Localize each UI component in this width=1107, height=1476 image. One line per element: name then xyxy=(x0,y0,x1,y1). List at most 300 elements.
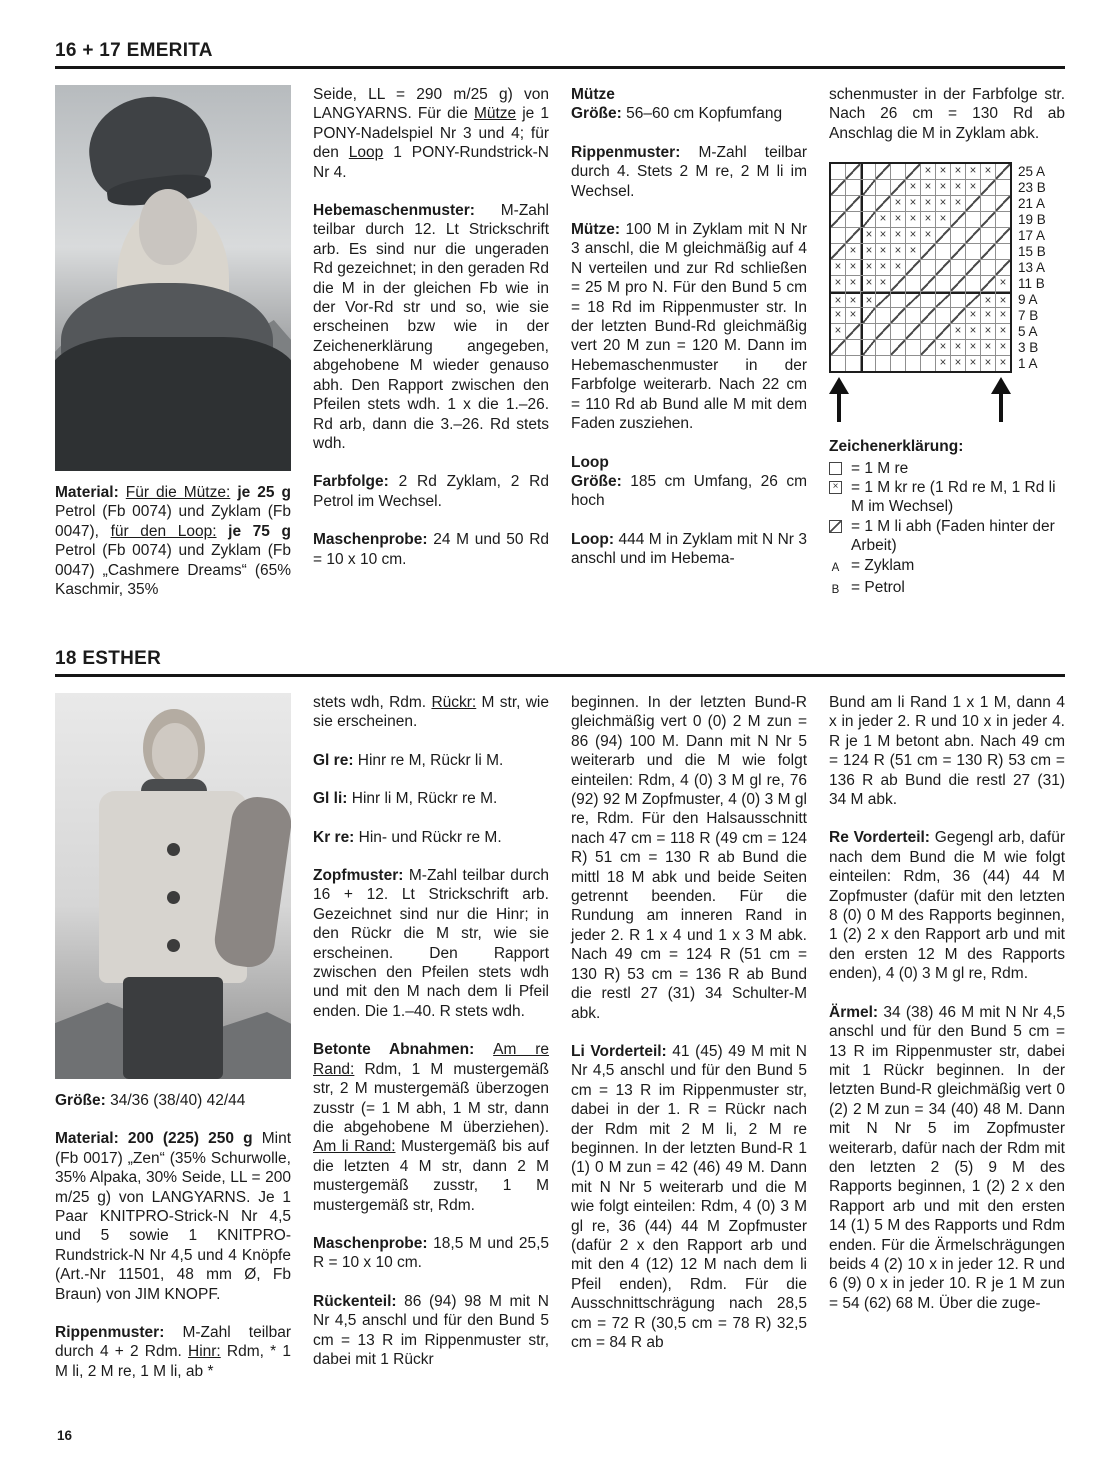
text-segment: Rückr: xyxy=(431,694,477,711)
chart-cell-cross: × xyxy=(876,276,890,291)
chart-cell-knit xyxy=(936,244,950,259)
paragraph xyxy=(829,828,1065,983)
chart-cell-slip xyxy=(906,164,920,179)
chart-cell-cross: × xyxy=(831,260,845,275)
text-segment: für den Loop: xyxy=(110,522,217,540)
chart-cell-slip xyxy=(966,228,980,243)
chart-cell-cross: × xyxy=(906,244,920,259)
chart-cell-slip xyxy=(846,164,860,179)
legend-title: Zeichenerklärung: xyxy=(829,438,964,456)
chart-cell-slip xyxy=(981,244,995,259)
text-segment: Rdm, * 1 M li, 2 M re, 1 M li, ab * xyxy=(55,1343,291,1380)
esther-col-2 xyxy=(313,693,549,1400)
text-segment: Loop xyxy=(348,144,384,162)
section-header-esther xyxy=(55,648,1065,677)
paragraph xyxy=(571,104,807,123)
text-segment: M-Zahl teilbar durch 4. Stets 2 M re, 2 M li im Wechsel. xyxy=(571,143,807,200)
paragraph xyxy=(571,530,807,569)
text-segment: 34/36 (38/40) 42/44 xyxy=(110,1092,246,1109)
chart-cell-knit xyxy=(966,244,980,259)
chart-cell-cross: × xyxy=(831,276,845,291)
chart-cell-cross: × xyxy=(981,292,995,307)
chart-row-label: 11 B xyxy=(1018,276,1045,292)
arrow-stem xyxy=(999,394,1003,422)
chart-row-label: 7 B xyxy=(1018,308,1039,324)
text-segment: 100 M in Zyklam mit N Nr 3 anschl, die M gleichmäßig auf 4 N verteilen und zur Rd schließen = 25 M pro N. Für den Bund 5 cm = 18 Rd im Rippenmuster str. In der letzten Bund-Rd gleichmäßig vert 20 M zun = 120 M. Dann im Hebemaschenmuster in der Farbfolge weiterarb. Nach 22 cm = 110 Rd ab Bund alle M mit dem Faden zusziehen. xyxy=(571,221,807,433)
chart-cell-slip xyxy=(921,276,935,291)
emerita-col-2 xyxy=(313,85,549,618)
chart-cell-cross: × xyxy=(966,180,980,195)
text-segment: 444 M in Zyklam mit N Nr 3 anschl und im Hebema- xyxy=(571,530,807,568)
legend-item xyxy=(829,459,1065,478)
chart-cell-knit xyxy=(831,164,845,179)
text-segment: M-Zahl teilbar durch 16 + 12. Lt Strickschrift arb. Gezeichnet sind nur die Hinr; in den Rückr die M str, wie sie erscheinen. Den Rapport zwischen den Pfeilen stets wdh und mit den M nach dem li Pfeil enden. Die 1.–40. R stets wdh. xyxy=(313,867,550,1020)
chart-cell-cross: × xyxy=(906,228,920,243)
chart-cell-knit xyxy=(951,228,965,243)
chart-cell-cross: × xyxy=(966,340,980,355)
esther-col1-text xyxy=(55,1091,291,1381)
legend-symbol-diag-icon xyxy=(829,517,851,533)
chart-cell-knit xyxy=(966,212,980,227)
chart-cell-slip xyxy=(861,308,875,323)
chart-cell-slip xyxy=(966,260,980,275)
section-esther xyxy=(55,648,1065,1400)
chart-cell-cross: × xyxy=(861,276,875,291)
text-segment: Material: 200 (225) 250 g xyxy=(55,1130,253,1148)
chart-row-label: 15 B xyxy=(1018,244,1046,260)
text-segment: Rückenteil: xyxy=(313,1292,405,1310)
chart-cell-cross: × xyxy=(846,292,860,307)
chart-cell-slip xyxy=(981,276,995,291)
text-segment: 185 cm Umfang, 26 cm hoch xyxy=(571,472,807,510)
chart-cell-cross: × xyxy=(951,196,965,211)
paragraph xyxy=(571,143,807,201)
chart-cell-cross: × xyxy=(936,164,950,179)
legend-item xyxy=(829,478,1065,517)
chart-cell-slip xyxy=(861,212,875,227)
chart-cell-cross: × xyxy=(921,164,935,179)
emerita-col-1 xyxy=(55,85,291,618)
chart-cell-knit xyxy=(876,340,890,355)
chart-cell-knit xyxy=(831,196,845,211)
chart-cell-slip xyxy=(936,260,950,275)
chart-cell-knit xyxy=(936,276,950,291)
page-number: 16 xyxy=(57,1428,73,1443)
photo-face-shape xyxy=(139,189,197,265)
text-segment: 86 (94) 98 M mit N Nr 4,5 anschl und für den Bund 5 cm = 13 R im Rippenmuster str, dabei mit 1 Rückr xyxy=(313,1292,549,1368)
legend-item xyxy=(829,578,1065,600)
chart-cell-slip xyxy=(951,276,965,291)
chart-cell-cross: × xyxy=(876,212,890,227)
legend-item-text: = 1 M li abh (Faden hinter der Arbeit) xyxy=(851,517,1055,555)
chart-cell-knit xyxy=(906,356,920,371)
paragraph xyxy=(313,1292,549,1370)
chart-cell-cross: × xyxy=(981,308,995,323)
chart-cell-cross: × xyxy=(906,196,920,211)
chart-cell-cross: × xyxy=(936,212,950,227)
photo-button-shape xyxy=(167,891,180,904)
chart-cell-slip xyxy=(861,340,875,355)
chart-row-label: 5 A xyxy=(1018,324,1038,340)
chart-cell-cross: × xyxy=(906,212,920,227)
text-segment: 2 Rd Zyklam, 2 Rd Petrol im Wechsel. xyxy=(313,473,549,510)
chart-cell-knit xyxy=(876,308,890,323)
legend-letter: B xyxy=(831,583,840,596)
empty-square-icon xyxy=(829,462,842,475)
paragraph xyxy=(55,1091,291,1110)
chart-cell-knit xyxy=(831,228,845,243)
esther-columns xyxy=(55,693,1065,1400)
chart-row-label: 9 A xyxy=(1018,292,1038,308)
chart-cell-knit xyxy=(966,276,980,291)
photo-sweater-shape xyxy=(55,337,291,471)
emerita-columns xyxy=(55,85,1065,618)
text-segment: Hinr li M, Rückr re M. xyxy=(351,790,498,808)
chart-cell-cross: × xyxy=(951,356,965,371)
chart-cell-knit xyxy=(981,228,995,243)
chart-cell-cross: × xyxy=(966,356,980,371)
chart-cell-cross: × xyxy=(951,324,965,339)
chart-row-label: 21 A xyxy=(1018,196,1046,212)
legend-letter: A xyxy=(831,561,840,574)
chart-cell-cross: × xyxy=(936,340,950,355)
emerita-col4-text xyxy=(829,85,1065,143)
chart-cell-cross: × xyxy=(831,292,845,307)
text-segment: Loop: xyxy=(571,530,619,548)
text-segment: 34 (38) 46 M mit N Nr 4,5 anschl und für den Bund 5 cm = 13 R im Rippenmuster str, dabei mit 1 Rückr beginnen. In der letzten Bund-R gleichmäßig vert 0 (2) 2 M zun = 34 (40) 48 M. Dann mit N Nr 5 im Zopfmuster weiterarb, dafür nach der Rdm mit den letzten 2 (5) 9 M des Rapports beginnen, 1 (2) 2 x den Rapport arb und mit den ersten 14 (1) 5 M des Rapports und Rdm enden. Für die Ärmelschrägungen beids 4 (2) 10 x in jeder 12. R und 6 (9) 0 x in jeder 10. R je 1 M zun = 54 (62) 68 M. Über die zuge- xyxy=(829,1003,1066,1312)
paragraph xyxy=(829,1003,1065,1314)
chart-cell-slip xyxy=(831,340,845,355)
chart-cell-knit xyxy=(951,292,965,307)
text-segment: je 25 g xyxy=(237,484,291,501)
chart-cell-knit xyxy=(846,340,860,355)
text-segment: Mint (Fb 0017) „Zen“ (35% Schurwolle, 35% Alpaka, 30% Seide, LL = 200 m/25 g) von LANGYARNS. Je 1 Paar KNITPRO-Strick-N Nr 4,5 und 5 sowie 1 KNITPRO-Rundstrick-N Nr 4,5 und 4 Knöpfe (Art.-Nr 11501, 48 mm Ø, Fb Braun) von JIM KNOPF. xyxy=(55,1130,291,1303)
chart-cell-knit xyxy=(921,260,935,275)
legend-item-text: = 1 M kr re (1 Rd re M, 1 Rd li M im Wechsel) xyxy=(851,479,1056,516)
chart-cell-cross: × xyxy=(891,212,905,227)
paragraph xyxy=(571,1042,807,1353)
chart-cell-cross: × xyxy=(996,340,1010,355)
chart-cell-slip xyxy=(876,292,890,307)
chart-cell-knit xyxy=(891,164,905,179)
text-segment: M-Zahl teilbar durch 4 + 2 Rdm. xyxy=(55,1324,291,1361)
arrow-head xyxy=(829,377,849,394)
chart-cell-slip xyxy=(846,324,860,339)
text-segment: Kr re: xyxy=(313,828,359,846)
chart-cell-slip xyxy=(906,260,920,275)
chart-cell-cross: × xyxy=(921,180,935,195)
paragraph xyxy=(313,789,549,808)
chart-cell-slip xyxy=(831,244,845,259)
chart-cell-knit xyxy=(996,244,1010,259)
text-segment: schenmuster in der Farbfolge str. Nach 26 cm = 130 Rd ab Anschlag die M in Zyklam abk. xyxy=(829,86,1065,142)
text-segment: Für die Mütze: xyxy=(125,484,231,501)
chart-cell-slip xyxy=(846,196,860,211)
chart-cell-knit xyxy=(981,260,995,275)
text-segment: Betonte Abnahmen: xyxy=(313,1041,494,1059)
paragraph xyxy=(829,85,1065,143)
arrow-head xyxy=(991,377,1011,394)
photo-face-shape xyxy=(152,723,198,781)
text-segment: Li Vorderteil: xyxy=(571,1042,673,1060)
chart-cell-slip xyxy=(936,228,950,243)
paragraph xyxy=(313,1040,549,1215)
chart-cell-cross: × xyxy=(906,180,920,195)
text-segment: 56–60 cm Kopfumfang xyxy=(626,105,783,123)
diag-square-icon xyxy=(829,520,842,533)
chart-cell-slip xyxy=(966,196,980,211)
chart-cell-slip xyxy=(921,340,935,355)
legend-symbol-empty-icon xyxy=(829,459,851,475)
text-segment: Am re Rand: xyxy=(313,1041,550,1078)
legend-letter-b xyxy=(829,578,851,600)
chart-cell-cross: × xyxy=(846,308,860,323)
photo-pants-shape xyxy=(123,977,223,1079)
chart-row-label: 19 B xyxy=(1018,212,1046,228)
paragraph xyxy=(313,866,549,1021)
chart-cell-cross: × xyxy=(921,228,935,243)
legend-item-text: = Zyklam xyxy=(851,556,915,574)
chart-cell-slip xyxy=(831,212,845,227)
chart-row-label: 13 A xyxy=(1018,260,1046,276)
chart-cell-knit xyxy=(921,356,935,371)
chart-cell-cross: × xyxy=(861,228,875,243)
chart-cell-cross: × xyxy=(966,164,980,179)
text-segment: Seide, LL = 290 m/25 g) von LANGYARNS. Für die xyxy=(313,86,549,123)
chart-cell-slip xyxy=(996,164,1010,179)
chart-cell-knit xyxy=(891,356,905,371)
chart-cell-slip xyxy=(996,228,1010,243)
chart-cell-slip xyxy=(891,180,905,195)
chart-cell-cross: × xyxy=(846,260,860,275)
chart-cell-knit xyxy=(831,356,845,371)
chart-cell-cross: × xyxy=(996,308,1010,323)
chart-cell-cross: × xyxy=(876,228,890,243)
chart-legend xyxy=(829,437,1065,599)
text-segment: Hinr re M, Rückr li M. xyxy=(357,751,504,769)
text-segment: Mütze: xyxy=(571,221,626,239)
legend-item-text: = Petrol xyxy=(851,578,905,596)
chart-cell-knit xyxy=(921,324,935,339)
esther-col-1 xyxy=(55,693,291,1400)
rapport-arrows xyxy=(829,373,1016,427)
chart-cell-slip xyxy=(951,308,965,323)
chart-cell-cross: × xyxy=(876,260,890,275)
paragraph xyxy=(313,201,549,453)
text-segment: Ärmel: xyxy=(829,1003,884,1021)
legend-letter-a xyxy=(829,556,851,578)
chart-row-label: 25 A xyxy=(1018,164,1046,180)
text-segment: Maschenprobe: xyxy=(313,531,434,549)
text-segment: Petrol (Fb 0074) und Zyklam (Fb 0047) „Cashmere Dreams“ (65% Kaschmir, 35% xyxy=(55,542,291,599)
section-emerita xyxy=(55,40,1065,618)
text-segment: Maschenprobe: xyxy=(313,1234,434,1252)
chart-cell-slip xyxy=(861,180,875,195)
photo-button-shape xyxy=(167,939,180,952)
chart-cell-slip xyxy=(876,164,890,179)
chart-cell-slip xyxy=(891,308,905,323)
chart-cell-cross: × xyxy=(966,324,980,339)
chart-cell-cross: × xyxy=(981,356,995,371)
text-segment: je 1 PONY-Nadelspiel Nr 3 und 4; für den xyxy=(313,105,549,162)
chart-cell-knit xyxy=(846,356,860,371)
legend-items xyxy=(829,459,1065,600)
chart-cell-slip xyxy=(876,324,890,339)
text-segment: je 75 g xyxy=(228,522,291,540)
emerita-photo xyxy=(55,85,291,471)
text-segment: Rippenmuster: xyxy=(55,1324,183,1342)
chart-cell-knit xyxy=(876,180,890,195)
text-segment: Mütze xyxy=(473,105,517,123)
chart-cell-cross: × xyxy=(951,180,965,195)
paragraph xyxy=(55,1323,291,1381)
paragraph xyxy=(313,530,549,569)
text-segment: 1 PONY-Rundstrick-N Nr 4. xyxy=(313,144,549,181)
paragraph xyxy=(313,751,549,770)
chart-cell-cross: × xyxy=(921,196,935,211)
chart-cell-knit xyxy=(906,276,920,291)
esther-col-3 xyxy=(571,693,807,1400)
chart-cell-knit xyxy=(861,164,875,179)
text-segment: Mustergemäß bis auf die letzten 4 M str, dann 2 M mustergemäß zusstr, 1 M mustergemäß str, Rdm. xyxy=(313,1138,549,1214)
chart-cell-cross: × xyxy=(861,292,875,307)
chart-cell-cross: × xyxy=(996,292,1010,307)
text-segment: Gegengl arb, dafür nach dem Bund die M wie folgt einteilen: Rdm, 36 (44) 44 M Zopfmuster (dafür mit den letzten 8 (0) 0 M des Rapports beginnen, 1 (2) 2 x den Rapport arb und mit den ersten 12 M des Rapports enden), 4 (0) 3 M gl re, Rdm. xyxy=(829,829,1065,983)
photo-button-shape xyxy=(167,843,180,856)
text-segment: Re Vorderteil: xyxy=(829,829,935,847)
emerita-col-3 xyxy=(571,85,807,618)
chart-grid xyxy=(829,162,1012,373)
emerita-col1-text xyxy=(55,483,291,599)
section-title-emerita: 16 + 17 EMERITA xyxy=(55,40,213,61)
chart-cell-cross: × xyxy=(891,196,905,211)
legend-item-text: = 1 M re xyxy=(851,459,909,477)
chart-cell-slip xyxy=(951,212,965,227)
text-segment: Größe: xyxy=(571,105,627,123)
paragraph xyxy=(571,453,807,472)
text-segment: Material: xyxy=(55,484,126,501)
chart-cell-slip xyxy=(996,196,1010,211)
legend-symbol-cross-icon xyxy=(829,478,851,494)
paragraph xyxy=(313,828,549,847)
chart-row-label: 3 B xyxy=(1018,340,1039,356)
chart-cell-slip xyxy=(936,292,950,307)
text-segment: Mütze xyxy=(571,86,615,103)
chart-cell-cross: × xyxy=(981,340,995,355)
chart-cell-cross: × xyxy=(966,308,980,323)
chart-cell-cross: × xyxy=(876,244,890,259)
chart-cell-slip xyxy=(921,244,935,259)
chart-cell-cross: × xyxy=(861,244,875,259)
chart-cell-cross: × xyxy=(951,164,965,179)
chart-cell-cross: × xyxy=(921,212,935,227)
chart-cell-slip xyxy=(936,324,950,339)
chart-cell-slip xyxy=(906,324,920,339)
chart-cell-cross: × xyxy=(996,356,1010,371)
chart-cell-knit xyxy=(846,212,860,227)
chart-cell-slip xyxy=(891,340,905,355)
chart-cell-cross: × xyxy=(936,180,950,195)
text-segment: Loop xyxy=(571,453,609,471)
chart-row-label: 17 A xyxy=(1018,228,1046,244)
text-segment: Bund am li Rand 1 x 1 M, dann 4 x in jeder 2. R und 10 x in jeder 4. R je 1 M betont abn. Nach 49 cm = 124 R (51 cm = 130 R) 53 cm = 136 R ab Bund die restl 27 (31) 34 M abk. xyxy=(829,694,1065,809)
chart-cell-knit xyxy=(861,356,875,371)
text-segment: 24 M und 50 Rd = 10 x 10 cm. xyxy=(313,531,550,568)
text-segment: Rippenmuster: xyxy=(571,143,699,161)
chart-cell-cross: × xyxy=(891,228,905,243)
legend-item xyxy=(829,517,1065,556)
chart-cell-knit xyxy=(921,292,935,307)
esther-photo xyxy=(55,693,291,1079)
chart-cell-cross: × xyxy=(936,356,950,371)
chart-cell-knit xyxy=(951,260,965,275)
chart-cell-knit xyxy=(861,196,875,211)
emerita-col-4 xyxy=(829,85,1065,618)
section-title-esther: 18 ESTHER xyxy=(55,648,162,669)
text-segment xyxy=(217,523,229,540)
paragraph xyxy=(571,472,807,511)
chart-cell-cross: × xyxy=(846,276,860,291)
chart-cell-cross: × xyxy=(996,276,1010,291)
chart-cell-slip xyxy=(981,212,995,227)
chart-cell-slip xyxy=(906,292,920,307)
chart-cell-knit xyxy=(876,356,890,371)
paragraph xyxy=(55,1129,291,1304)
arrow-stem xyxy=(837,394,841,422)
chart-cell-knit xyxy=(981,196,995,211)
paragraph xyxy=(571,85,807,104)
text-segment: Größe: xyxy=(571,472,631,490)
chart-cell-slip xyxy=(951,244,965,259)
paragraph xyxy=(829,693,1065,809)
text-segment: Größe: xyxy=(55,1092,111,1109)
rapport-arrow-left-icon xyxy=(829,377,849,422)
text-segment: 18,5 M und 25,5 R = 10 x 10 cm. xyxy=(313,1234,549,1272)
paragraph xyxy=(55,483,291,599)
chart-cell-slip xyxy=(981,180,995,195)
rapport-arrow-right-icon xyxy=(991,377,1011,422)
chart-cell-cross: × xyxy=(891,244,905,259)
paragraph xyxy=(571,220,807,433)
esther-col-4 xyxy=(829,693,1065,1400)
chart-cell-cross: × xyxy=(981,164,995,179)
text-segment: Farbfolge: xyxy=(313,473,399,491)
chart-cell-knit xyxy=(906,308,920,323)
chart-cell-knit xyxy=(906,340,920,355)
chart-cell-knit xyxy=(996,180,1010,195)
text-segment: Rdm, 1 M mustergemäß str, 2 M mustergemäß überzogen zusstr (= 1 M abh, 1 M str, dann die abgehobene M überziehen). xyxy=(313,1060,549,1136)
text-segment: Petrol (Fb 0074) und Zyklam (Fb 0047), xyxy=(55,503,291,540)
text-segment: stets wdh, Rdm. xyxy=(313,694,432,711)
text-segment: Am li Rand: xyxy=(313,1138,396,1156)
paragraph xyxy=(313,1234,549,1273)
chart-cell-knit xyxy=(846,180,860,195)
legend-item xyxy=(829,556,1065,578)
chart-cell-slip xyxy=(891,276,905,291)
chart-cell-cross: × xyxy=(996,324,1010,339)
text-segment: M str, wie sie erscheinen. xyxy=(313,694,549,731)
cross-square-icon: × xyxy=(829,481,842,494)
chart-cell-cross: × xyxy=(846,244,860,259)
chart-cell-cross: × xyxy=(951,340,965,355)
knitting-chart xyxy=(829,162,1065,427)
chart-cell-knit xyxy=(891,324,905,339)
chart-cell-knit xyxy=(891,292,905,307)
chart-cell-cross: × xyxy=(831,324,845,339)
paragraph xyxy=(571,693,807,1023)
text-segment: 41 (45) 49 M mit N Nr 4,5 anschl und für den Bund 5 cm = 13 R im Rippenmuster str, dabei in der 1. R = Rückr nach der Rdm mit 2 M li, 2 M re beginnen. In der letzten Bund-R 1 (1) 0 M zun = 42 (46) 49 M. Dann mit N Nr 5 weiterarb und die M wie folgt einteilen: Rdm, 4 (0) 3 M gl re, 36 (44) 44 M Zopfmuster (dafür 2 x den Rapport arb und mit den 4 (12) 12 M nach dem li Pfeil enden), Rdm. Für die Ausschnittschrägung nach 28,5 cm = 72 R (30,5 cm = 78 R) 32,5 cm = 84 R ab xyxy=(571,1042,807,1351)
chart-row-labels xyxy=(1012,162,1046,372)
